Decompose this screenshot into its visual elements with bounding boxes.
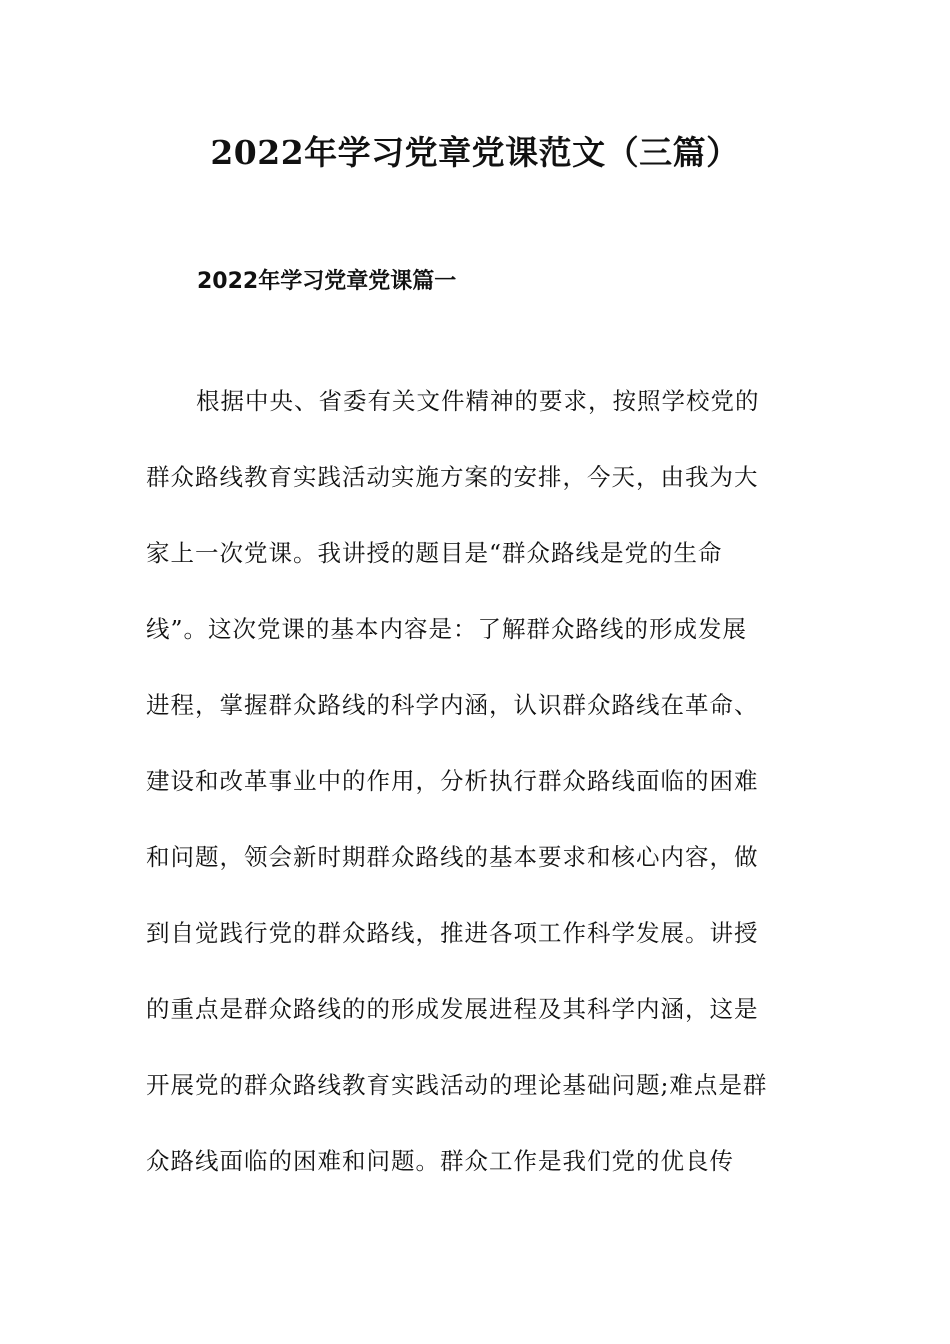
paragraph-line: 群众路线教育实践活动实施方案的安排，今天，由我为大 xyxy=(146,463,759,491)
section-heading: 2022年学习党章党课篇一 xyxy=(197,269,457,294)
paragraph-line: 到自觉践行党的群众路线，推进各项工作科学发展。讲授 xyxy=(146,919,759,947)
paragraph-line: 的重点是群众路线的的形成发展进程及其科学内涵，这是 xyxy=(146,995,759,1023)
paragraph-line: 线”。这次党课的基本内容是：了解群众路线的形成发展 xyxy=(146,615,748,643)
paragraph-line: 进程，掌握群众路线的科学内涵，认识群众路线在革命、 xyxy=(146,691,759,719)
paragraph-line: 家上一次党课。我讲授的题目是“群众路线是党的生命 xyxy=(146,539,723,567)
paragraph-line: 建设和改革事业中的作用，分析执行群众路线面临的困难 xyxy=(146,767,759,795)
paragraph-line: 和问题，领会新时期群众路线的基本要求和核心内容，做 xyxy=(146,843,759,871)
body-paragraph xyxy=(146,363,846,1199)
paragraph-line: 开展党的群众路线教育实践活动的理论基础问题;难点是群 xyxy=(146,1071,768,1099)
paragraph-line: 众路线面临的困难和问题。群众工作是我们党的优良传 xyxy=(146,1147,734,1175)
page-title: 2022年学习党章党课范文（三篇） xyxy=(210,133,740,172)
paragraph-line: 根据中央、省委有关文件精神的要求，按照学校党的 xyxy=(196,387,760,415)
